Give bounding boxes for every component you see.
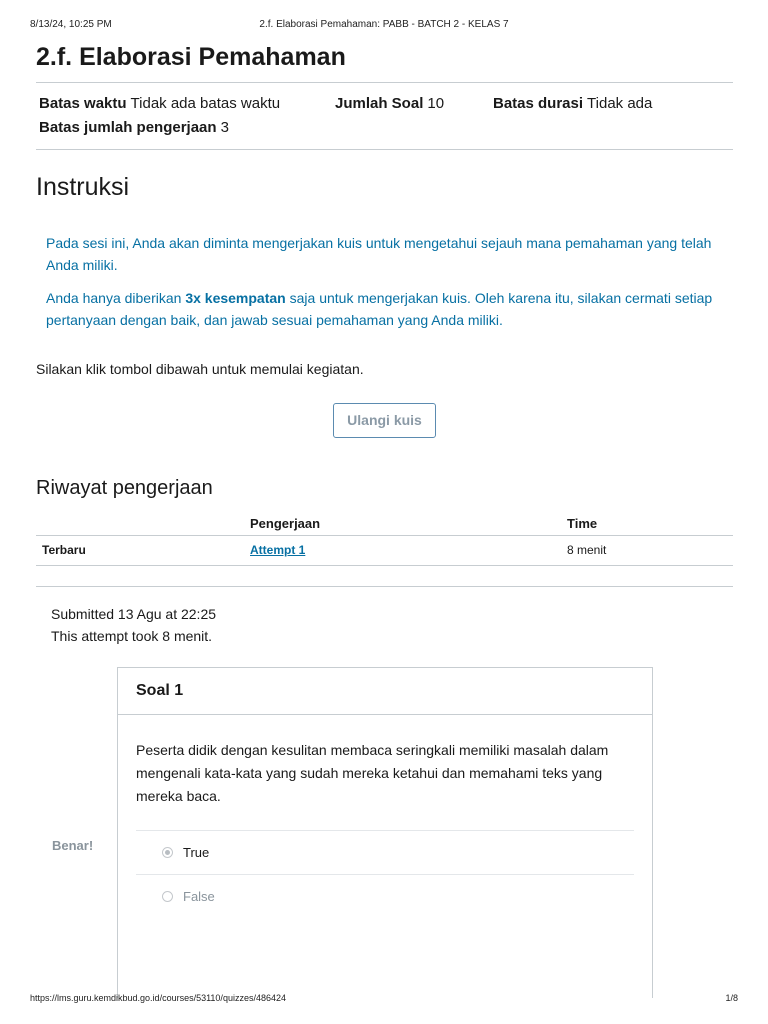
attempt-link[interactable]: Attempt 1 xyxy=(250,543,306,557)
history-col-attempt: Pengerjaan xyxy=(250,516,321,531)
print-footer xyxy=(0,993,768,1007)
print-datetime: 8/13/24, 10:25 PM xyxy=(30,19,112,30)
print-header xyxy=(0,19,768,33)
answer-list xyxy=(136,830,634,918)
attempt-history-table xyxy=(36,512,733,566)
instructions-body xyxy=(36,232,733,331)
history-col-blank xyxy=(36,512,244,536)
question-card xyxy=(117,667,653,998)
duration-limit: Batas durasi Tidak ada xyxy=(493,95,653,112)
answer-label: True xyxy=(183,845,210,860)
history-col-time: Time xyxy=(567,516,598,531)
print-page-number: 1/8 xyxy=(725,993,738,1003)
answer-option-false[interactable] xyxy=(136,874,634,918)
correct-answer-label: Benar! xyxy=(52,838,94,853)
question-text: Peserta didik dengan kesulitan membaca seringkali memiliki masalah dalam mengenali kata-kata yang sudah mereka ketahui dan memahami teks yang mereka baca. xyxy=(136,742,609,804)
history-row-time: 8 menit xyxy=(561,536,733,566)
question-title: Soal 1 xyxy=(118,668,652,715)
print-url: https://lms.guru.kemdikbud.go.id/courses/53110/quizzes/486424 xyxy=(30,993,286,1003)
submission-info xyxy=(36,587,733,647)
time-limit: Batas waktu Tidak ada batas waktu xyxy=(39,95,281,112)
quiz-content xyxy=(36,38,733,647)
instructions-paragraph-1: Pada sesi ini, Anda akan diminta mengerjakan kuis untuk mengetahui sejauh mana pemahaman yang telah Anda miliki. xyxy=(46,235,712,273)
radio-selected-icon[interactable] xyxy=(162,847,173,858)
instructions-paragraph-2: Anda hanya diberikan 3x kesempatan saja untuk mengerjakan kuis. Oleh karena itu, silakan cermati setiap pertanyaan dengan baik, dan jawab sesuai pemahaman yang Anda miliki. xyxy=(46,290,713,328)
radio-icon[interactable] xyxy=(162,891,173,902)
quiz-meta xyxy=(36,83,733,149)
answer-option-true[interactable] xyxy=(136,830,634,874)
start-note: Silakan klik tombol dibawah untuk memulai kegiatan. xyxy=(36,361,364,377)
attempt-limit: Batas jumlah pengerjaan 3 xyxy=(39,119,229,136)
question-count: Jumlah Soal 10 xyxy=(335,95,445,112)
instructions-heading: Instruksi xyxy=(36,173,130,201)
retake-quiz-button[interactable]: Ulangi kuis xyxy=(333,403,436,438)
submitted-time: Submitted 13 Agu at 22:25 xyxy=(51,606,217,622)
history-heading: Riwayat pengerjaan xyxy=(36,477,213,499)
attempt-duration: This attempt took 8 menit. xyxy=(51,628,213,644)
table-row xyxy=(36,536,733,566)
answer-label: False xyxy=(183,889,215,904)
print-doc-title: 2.f. Elaborasi Pemahaman: PABB - BATCH 2 - KELAS 7 xyxy=(259,19,509,30)
history-row-label: Terbaru xyxy=(36,536,244,566)
page-title: 2.f. Elaborasi Pemahaman xyxy=(36,43,346,71)
